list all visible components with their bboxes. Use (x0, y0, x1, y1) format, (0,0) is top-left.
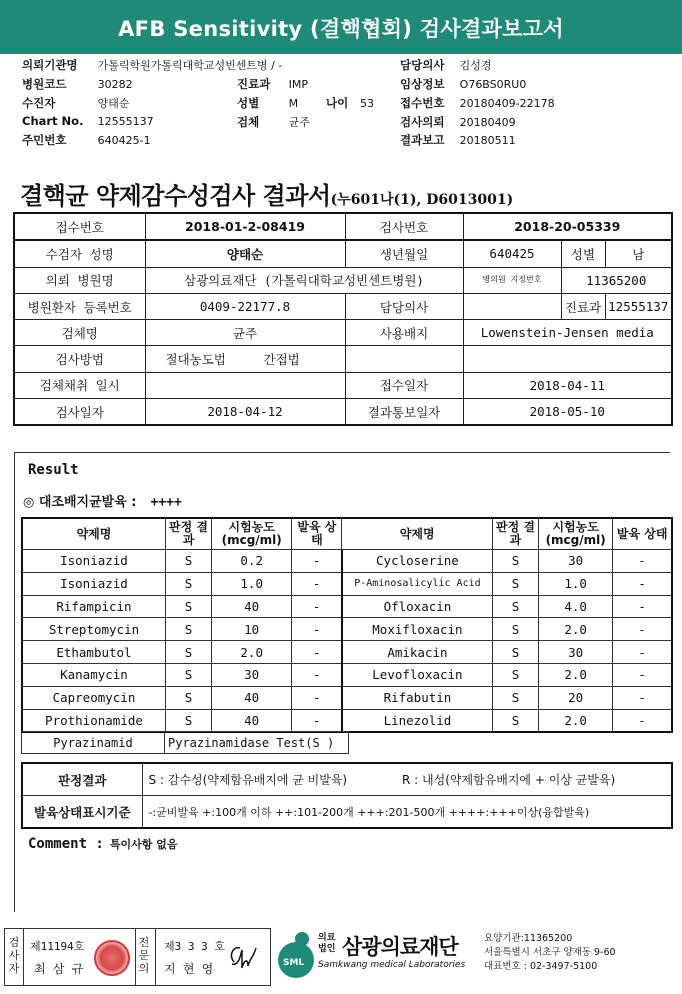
info-cell: 삼광의료재단 (가톨릭대학교성빈센트병원) (145, 267, 463, 293)
sml-logo-icon (272, 930, 316, 980)
info-cell: 검사방법 (14, 346, 145, 372)
drug-cell: 1.0 (539, 572, 613, 595)
drug-cell: S (492, 550, 538, 573)
drug-cell: S (165, 663, 211, 686)
info-cell: 0409-22177.8 (145, 293, 345, 319)
header-hosp-code: 병원코드 30282 (22, 77, 133, 91)
drug-cell: - (613, 686, 672, 709)
drug-row (22, 550, 672, 573)
header-chart: Chart No. 12555137 (22, 114, 154, 128)
drug-cell: S (492, 641, 538, 664)
legend-growth-text: -:균비발육 +:100개 이하 ++:101-200개 +++:201-500개 ++++:+++이상(융합발육) (142, 796, 672, 829)
drug-cell: - (292, 550, 342, 573)
drug-cell: - (292, 686, 342, 709)
pyr-result: Pyrazinamidase Test(S ) (165, 732, 349, 754)
info-cell: 사용배지 (345, 320, 463, 346)
drug-row (22, 572, 672, 595)
drug-cell: - (292, 641, 342, 664)
info-cell: 절대농도법 간접법 (145, 346, 345, 372)
header-patient: 수진자 양태순 (22, 96, 130, 110)
drug-cell: S (492, 663, 538, 686)
drug-row (22, 618, 672, 641)
drug-cell: Amikacin (342, 641, 492, 664)
drug-cell: Prothionamide (22, 709, 165, 732)
info-cell: 11365200 (561, 267, 672, 293)
info-cell (463, 293, 561, 319)
info-cell (345, 346, 463, 372)
col-header: 판정 결과 (492, 518, 538, 550)
info-cell: 담당의사 (345, 293, 463, 319)
header-specimen: 검체 균주 (237, 115, 310, 129)
drug-cell: - (613, 709, 672, 732)
col-header: 시험농도 (mcg/ml) (212, 518, 292, 550)
drug-cell: Isoniazid (22, 550, 165, 573)
header-clinical: 임상정보 O76BS0RU0 (400, 77, 527, 91)
drug-cell: Rifabutin (342, 686, 492, 709)
drug-cell: 40 (212, 709, 292, 732)
drug-row (22, 641, 672, 664)
drug-cell: Moxifloxacin (342, 618, 492, 641)
header-dept: 진료과 IMP (237, 77, 309, 91)
official-seal-icon (94, 940, 130, 976)
drug-cell: - (613, 618, 672, 641)
org-name: 삼광의료재단 (342, 935, 458, 959)
drug-row (22, 709, 672, 732)
info-cell: 검사일자 (14, 399, 145, 426)
drug-cell: 40 (212, 595, 292, 618)
col-header: 발육 상태 (292, 518, 342, 550)
header-rrn: 주민번호 640425-1 (22, 133, 151, 147)
drug-cell: 1.0 (212, 572, 292, 595)
drug-cell: S (492, 686, 538, 709)
drug-cell: S (165, 686, 211, 709)
legend-judge-r: R : 내성(약제함유배지에 + 이상 균발육) (396, 763, 672, 796)
info-cell: 접수일자 (345, 372, 463, 398)
drug-cell: - (613, 641, 672, 664)
info-cell: 병원환자 등록번호 (14, 293, 145, 319)
drug-cell: Rifampicin (22, 595, 165, 618)
drug-cell: S (165, 550, 211, 573)
drug-cell: - (292, 595, 342, 618)
drug-cell: S (492, 572, 538, 595)
drug-cell: Ethambutol (22, 641, 165, 664)
info-cell: 검체채취 일시 (14, 372, 145, 398)
drug-cell: Linezolid (342, 709, 492, 732)
drug-cell: Kanamycin (22, 663, 165, 686)
header-recv-no: 접수번호 20180409-22178 (400, 96, 555, 110)
info-cell: 생년월일 (345, 240, 463, 267)
examiner-label: 검사자 (8, 936, 20, 975)
drug-cell: - (613, 550, 672, 573)
info-cell: 수검자 성명 (14, 240, 145, 267)
drug-cell: Capreomycin (22, 686, 165, 709)
drug-cell: S (165, 572, 211, 595)
info-cell: 남 (605, 240, 672, 267)
drug-cell: 2.0 (212, 641, 292, 664)
info-cell: 검사번호 (345, 213, 463, 240)
info-cell: 2018-01-2-08419 (145, 213, 345, 240)
drug-row (22, 663, 672, 686)
legend-table (21, 762, 673, 829)
header-req-inst: 의뢰기관명 가톨릭학원가톨릭대학교성빈센트병 / - (22, 58, 283, 72)
col-header: 약제명 (22, 518, 165, 550)
comment: Comment : 특이사항 없음 (28, 836, 178, 852)
info-cell (463, 346, 672, 372)
drug-cell: S (165, 618, 211, 641)
legend-judge-label: 판정결과 (22, 763, 142, 796)
info-cell (145, 372, 345, 398)
info-cell: 성별 (561, 240, 605, 267)
drug-cell: - (292, 572, 342, 595)
specialist-no: 제3 3 3 호 (164, 940, 225, 953)
drug-cell: S (492, 595, 538, 618)
info-cell: 2018-04-12 (145, 399, 345, 426)
info-cell: 양태순 (145, 240, 345, 267)
col-header: 약제명 (342, 518, 492, 550)
info-cell: 접수번호 (14, 213, 145, 240)
legend-growth-label: 발육상태표시기준 (22, 796, 142, 829)
info-cell: 2018-04-11 (463, 372, 672, 398)
drug-cell: Cycloserine (342, 550, 492, 573)
drug-row (22, 686, 672, 709)
drug-cell: - (292, 663, 342, 686)
examiner-name: 최 삼 규 (34, 962, 84, 976)
col-header: 판정 결과 (165, 518, 211, 550)
pyr-drug: Pyrazinamid (22, 732, 165, 754)
control-growth: ◎ 대조배지균발육 : ++++ (23, 495, 182, 510)
drug-cell: - (292, 709, 342, 732)
org-address: 요양기관:11365200 서울특별시 서초구 양재동 9-60 대표번호 : 02-3497-5100 (484, 933, 616, 972)
examiner-no: 제11194호 (30, 940, 85, 953)
header-age: 나이 53 (326, 96, 374, 110)
org-block (272, 928, 678, 986)
info-cell: 2018-20-05339 (463, 213, 672, 240)
info-cell: 균주 (145, 320, 345, 346)
drug-cell: P-Aminosalicylic Acid (342, 572, 492, 595)
header-req-date: 검사의뢰 20180409 (400, 115, 516, 129)
report-title: 결핵균 약제감수성검사 결과서(누601나(1), D6013001) (20, 181, 514, 210)
drug-cell: 2.0 (539, 709, 613, 732)
drug-cell: Levofloxacin (342, 663, 492, 686)
drug-cell: S (165, 709, 211, 732)
drug-cell: 20 (539, 686, 613, 709)
report-banner: AFB Sensitivity (결핵협회) 검사결과보고서 (0, 0, 682, 54)
specialist-name: 지 현 영 (164, 962, 214, 976)
specialist-label: 전문의 (138, 936, 150, 975)
drug-cell: 2.0 (539, 663, 613, 686)
info-cell: 의뢰 병원명 (14, 267, 145, 293)
org-corp: 의료법인 (318, 933, 336, 954)
info-table (13, 212, 673, 426)
info-cell: Lowenstein-Jensen media (463, 320, 672, 346)
org-english-name: Samkwang medical Laboratories (318, 960, 466, 970)
drug-cell: 0.2 (212, 550, 292, 573)
signature-icon (224, 940, 260, 974)
info-cell: 진료과 (561, 293, 605, 319)
info-cell: 640425 (463, 240, 561, 267)
drug-cell: S (165, 641, 211, 664)
drug-cell: S (492, 618, 538, 641)
drug-cell: - (613, 572, 672, 595)
svg-text:SML: SML (283, 958, 305, 968)
drug-cell: Ofloxacin (342, 595, 492, 618)
pyrazinamide-row (21, 731, 349, 754)
drug-table (21, 517, 673, 733)
info-cell: 결과통보일자 (345, 399, 463, 426)
header-sex: 성별 M (237, 96, 299, 110)
drug-cell: - (613, 595, 672, 618)
header-report-date: 결과보고 20180511 (400, 133, 516, 147)
info-cell: 병의원 지정번호 (463, 267, 561, 293)
drug-row (22, 595, 672, 618)
drug-cell: S (492, 709, 538, 732)
info-cell: 검체명 (14, 320, 145, 346)
drug-cell: - (613, 663, 672, 686)
info-cell: 12555137 (605, 293, 672, 319)
header-doctor: 담당의사 김성경 (400, 58, 492, 72)
drug-cell: 10 (212, 618, 292, 641)
drug-cell: - (292, 618, 342, 641)
drug-cell: Streptomycin (22, 618, 165, 641)
drug-cell: Isoniazid (22, 572, 165, 595)
drug-cell: 40 (212, 686, 292, 709)
drug-cell: 30 (539, 550, 613, 573)
col-header: 발육 상태 (613, 518, 672, 550)
drug-cell: 4.0 (539, 595, 613, 618)
drug-cell: 2.0 (539, 618, 613, 641)
col-header: 시험농도 (mcg/ml) (539, 518, 613, 550)
drug-cell: 30 (212, 663, 292, 686)
drug-cell: S (165, 595, 211, 618)
legend-judge-s: S : 감수성(약제함유배지에 균 비발육) (142, 763, 396, 796)
info-cell: 2018-05-10 (463, 399, 672, 426)
drug-cell: 30 (539, 641, 613, 664)
result-title: Result (28, 462, 79, 478)
